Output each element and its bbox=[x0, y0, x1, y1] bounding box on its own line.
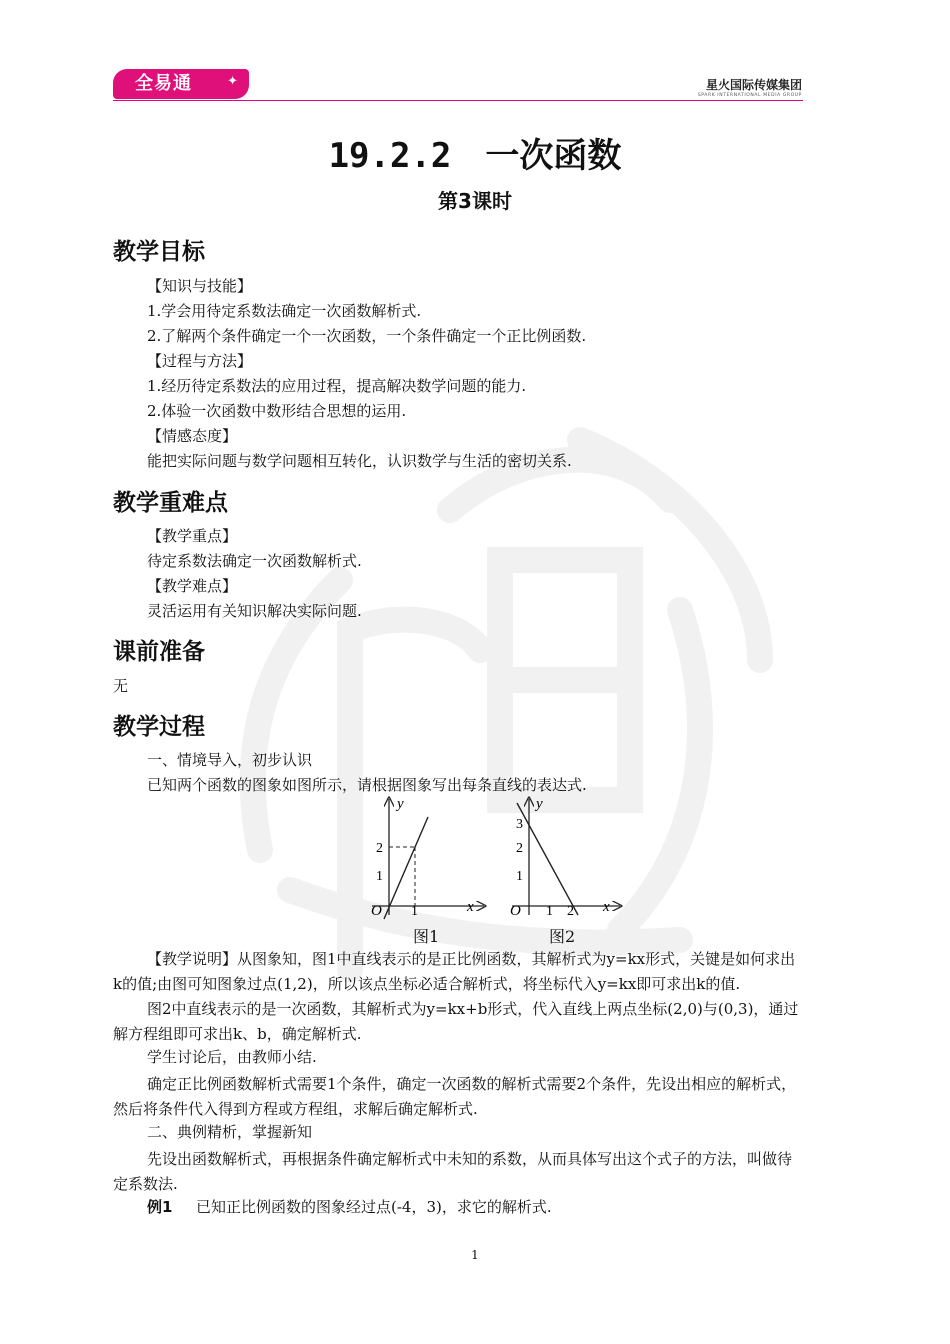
section-heading-goals: 教学目标 bbox=[113, 239, 205, 265]
process-item-1: 1.经历待定系数法的应用过程，提高解决数学问题的能力. bbox=[147, 377, 527, 395]
fig2-ytick-1: 1 bbox=[516, 869, 523, 884]
fig1-x-label: x bbox=[467, 899, 474, 915]
teaching-note-1: 【教学说明】从图象知，图1中直线表示的是正比例函数，其解析式为y=kx形式，关键是如何求出k的值;由图可知图象过点(1,2)，所以该点坐标必适合解析式，将坐标代入y=kx即可求出k的值. bbox=[113, 950, 796, 993]
brand-logo bbox=[113, 69, 249, 99]
example-1 bbox=[147, 1197, 552, 1217]
attitude-item-1: 能把实际问题与数学问题相互转化，认识数学与生活的密切关系. bbox=[147, 452, 572, 470]
process-label: 【过程与方法】 bbox=[147, 352, 253, 370]
page-number: 1 bbox=[471, 1248, 479, 1262]
example-label: 例1 bbox=[147, 1198, 173, 1216]
fig1-xtick-1: 1 bbox=[411, 904, 418, 919]
watermark-logo bbox=[200, 330, 800, 1030]
figure-2-caption: 图2 bbox=[549, 927, 576, 946]
prep-text: 无 bbox=[113, 677, 129, 695]
header-divider bbox=[113, 100, 803, 101]
logo-text: 全易通 bbox=[135, 73, 192, 94]
figure-2-graph bbox=[498, 793, 628, 921]
fig2-xtick-2: 2 bbox=[567, 904, 574, 919]
fig2-xtick-1: 1 bbox=[546, 904, 553, 919]
knowledge-label: 【知识与技能】 bbox=[147, 277, 253, 295]
teaching-note-3: 学生讨论后，由教师小结. bbox=[147, 1048, 317, 1066]
difficulty-text: 灵活运用有关知识解决实际问题. bbox=[147, 602, 362, 620]
page-subtitle: 第3课时 bbox=[438, 189, 512, 213]
attitude-label: 【情感态度】 bbox=[147, 427, 238, 445]
section-heading-process: 教学过程 bbox=[113, 714, 205, 740]
focus-label: 【教学重点】 bbox=[147, 527, 238, 545]
knowledge-item-1: 1.学会用待定系数法确定一次函数解析式. bbox=[147, 302, 422, 320]
fig1-origin: O bbox=[371, 903, 382, 919]
fig2-ytick-3: 3 bbox=[516, 817, 523, 832]
fig2-origin: O bbox=[510, 903, 521, 919]
fig2-line bbox=[517, 803, 578, 915]
publisher-brand bbox=[698, 76, 802, 98]
knowledge-item-2: 2.了解两个条件确定一个一次函数，一个条件确定一个正比例函数. bbox=[147, 327, 587, 345]
page-title: 19.2.2 一次函数 bbox=[328, 136, 622, 176]
part1-title: 一、情境导入，初步认识 bbox=[147, 751, 313, 769]
fig1-ytick-2: 2 bbox=[376, 841, 383, 856]
fig1-y-label: y bbox=[397, 796, 404, 812]
fig2-y-label: y bbox=[536, 796, 543, 812]
section-heading-prep: 课前准备 bbox=[113, 639, 205, 665]
fig2-x-label: x bbox=[603, 899, 610, 915]
teaching-note-2: 图2中直线表示的是一次函数，其解析式为y=kx+b形式，代入直线上两点坐标(2,0)与(0,3)，通过解方程组即可求出k、b，确定解析式. bbox=[113, 1000, 799, 1043]
fig1-ytick-1: 1 bbox=[376, 869, 383, 884]
example-text: 已知正比例函数的图象经过点(-4，3)，求它的解析式. bbox=[196, 1198, 552, 1216]
process-item-2: 2.体验一次函数中数形结合思想的运用. bbox=[147, 402, 407, 420]
part2-title: 二、典例精析，掌握新知 bbox=[147, 1123, 313, 1141]
sparkle-icon: ✦ bbox=[227, 74, 239, 89]
section-heading-keypoints: 教学重难点 bbox=[113, 490, 228, 516]
part1-intro: 已知两个函数的图象如图所示，请根据图象写出每条直线的表达式. bbox=[147, 776, 587, 794]
figure-1-caption: 图1 bbox=[413, 927, 440, 946]
publisher-name-en: SPARK INTERNATIONAL MEDIA GROUP bbox=[697, 93, 802, 98]
focus-text: 待定系数法确定一次函数解析式. bbox=[147, 552, 362, 570]
fig2-ytick-2: 2 bbox=[516, 841, 523, 856]
publisher-name: 星火国际传媒集团 bbox=[705, 78, 802, 92]
figure-1-graph bbox=[362, 793, 492, 921]
part2-text: 先设出函数解析式，再根据条件确定解析式中未知的系数，从而具体写出这个式子的方法，叫做待定系数法. bbox=[113, 1150, 793, 1193]
difficulty-label: 【教学难点】 bbox=[147, 577, 238, 595]
fig1-line bbox=[384, 817, 428, 919]
teaching-note-4: 确定正比例函数解析式需要1个条件，确定一次函数的解析式需要2个条件，先设出相应的解析式，然后将条件代入得到方程或方程组，求解后确定解析式. bbox=[113, 1075, 797, 1118]
